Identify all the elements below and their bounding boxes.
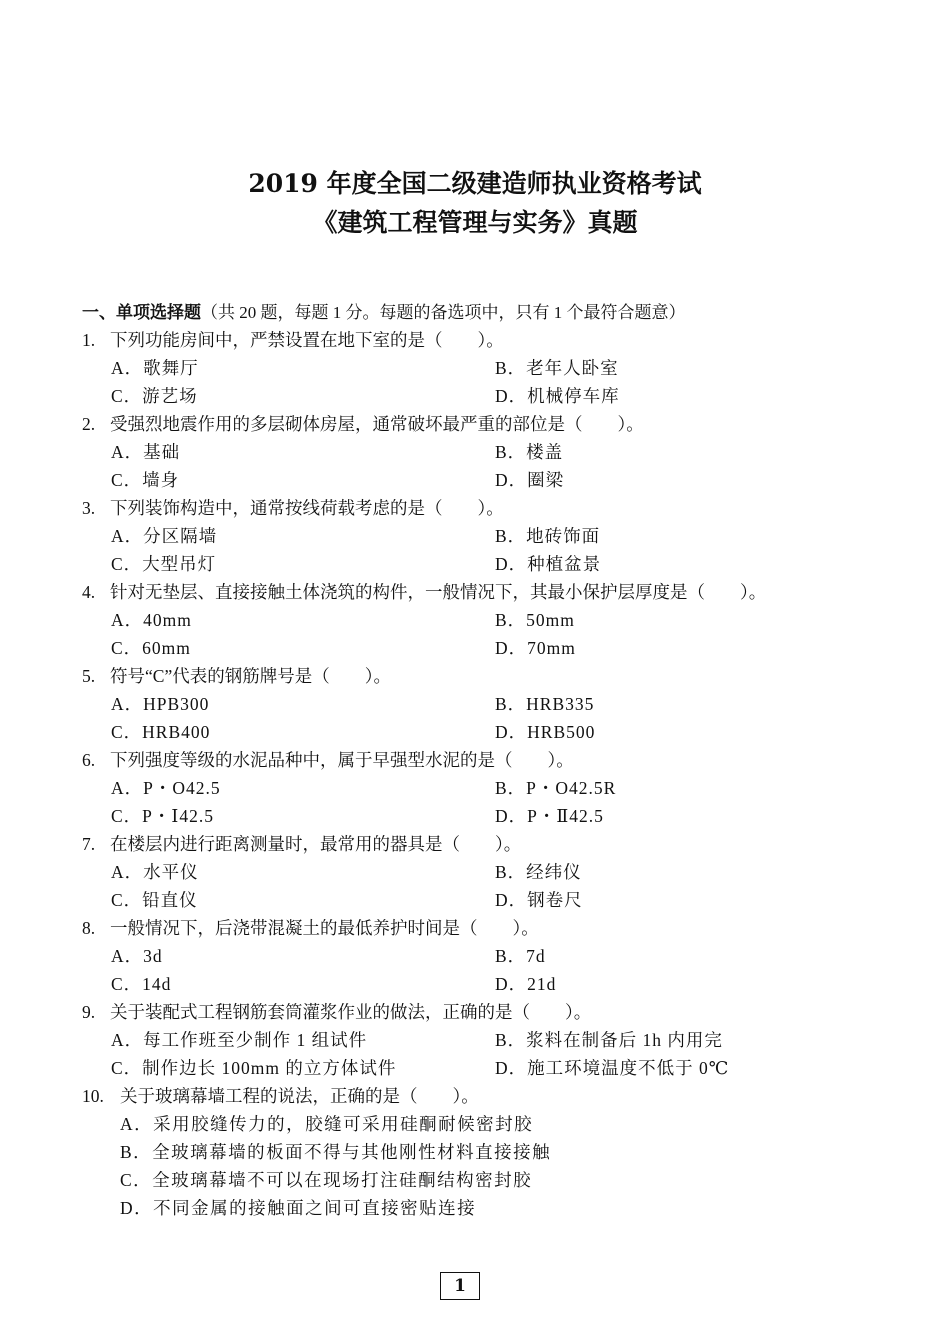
question-text: 关于玻璃幕墙工程的说法，正确的是（ ）。 [120, 1086, 479, 1106]
option-c: C．全玻璃幕墙不可以在现场打注硅酮结构密封胶 [120, 1170, 533, 1190]
option-d: D．机械停车库 [495, 386, 620, 406]
option-a: A．P・O42.5 [111, 778, 221, 798]
option-b: B．经纬仪 [495, 862, 582, 882]
question-number: 4. [82, 582, 96, 602]
option-b: B．P・O42.5R [495, 778, 617, 798]
exam-subtitle: 《建筑工程管理与实务》真题 [312, 208, 638, 237]
option-b: B．地砖饰面 [495, 526, 601, 546]
question-text: 在楼层内进行距离测量时，最常用的器具是（ ）。 [110, 834, 522, 854]
option-b: B．楼盖 [495, 442, 564, 462]
option-c: C．游艺场 [111, 386, 198, 406]
question-number: 2. [82, 414, 96, 434]
question-text: 符号“C”代表的钢筋牌号是（ ）。 [110, 666, 391, 686]
section-heading [82, 298, 686, 323]
option-a: A．水平仪 [111, 862, 199, 882]
question-number: 10. [82, 1086, 104, 1106]
option-a: A．3d [111, 946, 163, 966]
option-c: C．大型吊灯 [111, 554, 217, 574]
section-note: （共 20 题，每题 1 分。每题的备选项中，只有 1 个最符合题意） [201, 303, 686, 322]
question-number: 9. [82, 1002, 96, 1022]
option-d: D．种植盆景 [495, 554, 602, 574]
option-c: C．HRB400 [111, 722, 211, 742]
option-b: B．全玻璃幕墙的板面不得与其他刚性材料直接接触 [120, 1142, 552, 1162]
option-c: C．制作边长 100mm 的立方体试件 [111, 1058, 397, 1078]
option-d: D．施工环境温度不低于 0℃ [495, 1058, 730, 1078]
section-title: 一、单项选择题 [82, 303, 201, 322]
question-number: 3. [82, 498, 96, 518]
page-number: 1 [440, 1272, 480, 1300]
option-d: D．21d [495, 974, 557, 994]
question-number: 1. [82, 330, 96, 350]
option-b: B．老年人卧室 [495, 358, 619, 378]
option-d: D．P・Ⅱ42.5 [495, 806, 604, 826]
question-text: 下列功能房间中，严禁设置在地下室的是（ ）。 [110, 330, 504, 350]
option-d: D．HRB500 [495, 722, 596, 742]
option-a: A．歌舞厅 [111, 358, 199, 378]
option-c: C．墙身 [111, 470, 180, 490]
exam-title: 2019 年度全国二级建造师执业资格考试 [248, 169, 702, 198]
question-text: 关于装配式工程钢筋套筒灌浆作业的做法，正确的是（ ）。 [110, 1002, 592, 1022]
question-text: 一般情况下，后浇带混凝土的最低养护时间是（ ）。 [110, 918, 539, 938]
option-c: C．P・Ⅰ42.5 [111, 806, 214, 826]
question-number: 6. [82, 750, 96, 770]
option-a: A．每工作班至少制作 1 组试件 [111, 1030, 368, 1050]
option-c: C．铅直仪 [111, 890, 198, 910]
option-d: D．70mm [495, 638, 576, 658]
option-b: B．HRB335 [495, 694, 595, 714]
question-text: 受强烈地震作用的多层砌体房屋，通常破坏最严重的部位是（ ）。 [110, 414, 644, 434]
option-b: B．7d [495, 946, 546, 966]
question-number: 7. [82, 834, 96, 854]
question-number: 8. [82, 918, 96, 938]
question-text: 下列装饰构造中，通常按线荷载考虑的是（ ）。 [110, 498, 504, 518]
question-text: 下列强度等级的水泥品种中，属于早强型水泥的是（ ）。 [110, 750, 574, 770]
option-a: A．40mm [111, 610, 192, 630]
option-c: C．60mm [111, 638, 191, 658]
option-a: A．基础 [111, 442, 181, 462]
option-c: C．14d [111, 974, 172, 994]
option-a: A．HPB300 [111, 694, 210, 714]
option-b: B．浆料在制备后 1h 内用完 [495, 1030, 723, 1050]
option-a: A．分区隔墙 [111, 526, 218, 546]
question-text: 针对无垫层、直接接触土体浇筑的构件，一般情况下，其最小保护层厚度是（ ）。 [110, 582, 767, 602]
option-d: D．不同金属的接触面之间可直接密贴连接 [120, 1198, 477, 1218]
option-d: D．钢卷尺 [495, 890, 583, 910]
option-d: D．圈梁 [495, 470, 565, 490]
option-a: A．采用胶缝传力的，胶缝可采用硅酮耐候密封胶 [120, 1114, 534, 1134]
option-b: B．50mm [495, 610, 575, 630]
question-number: 5. [82, 666, 96, 686]
